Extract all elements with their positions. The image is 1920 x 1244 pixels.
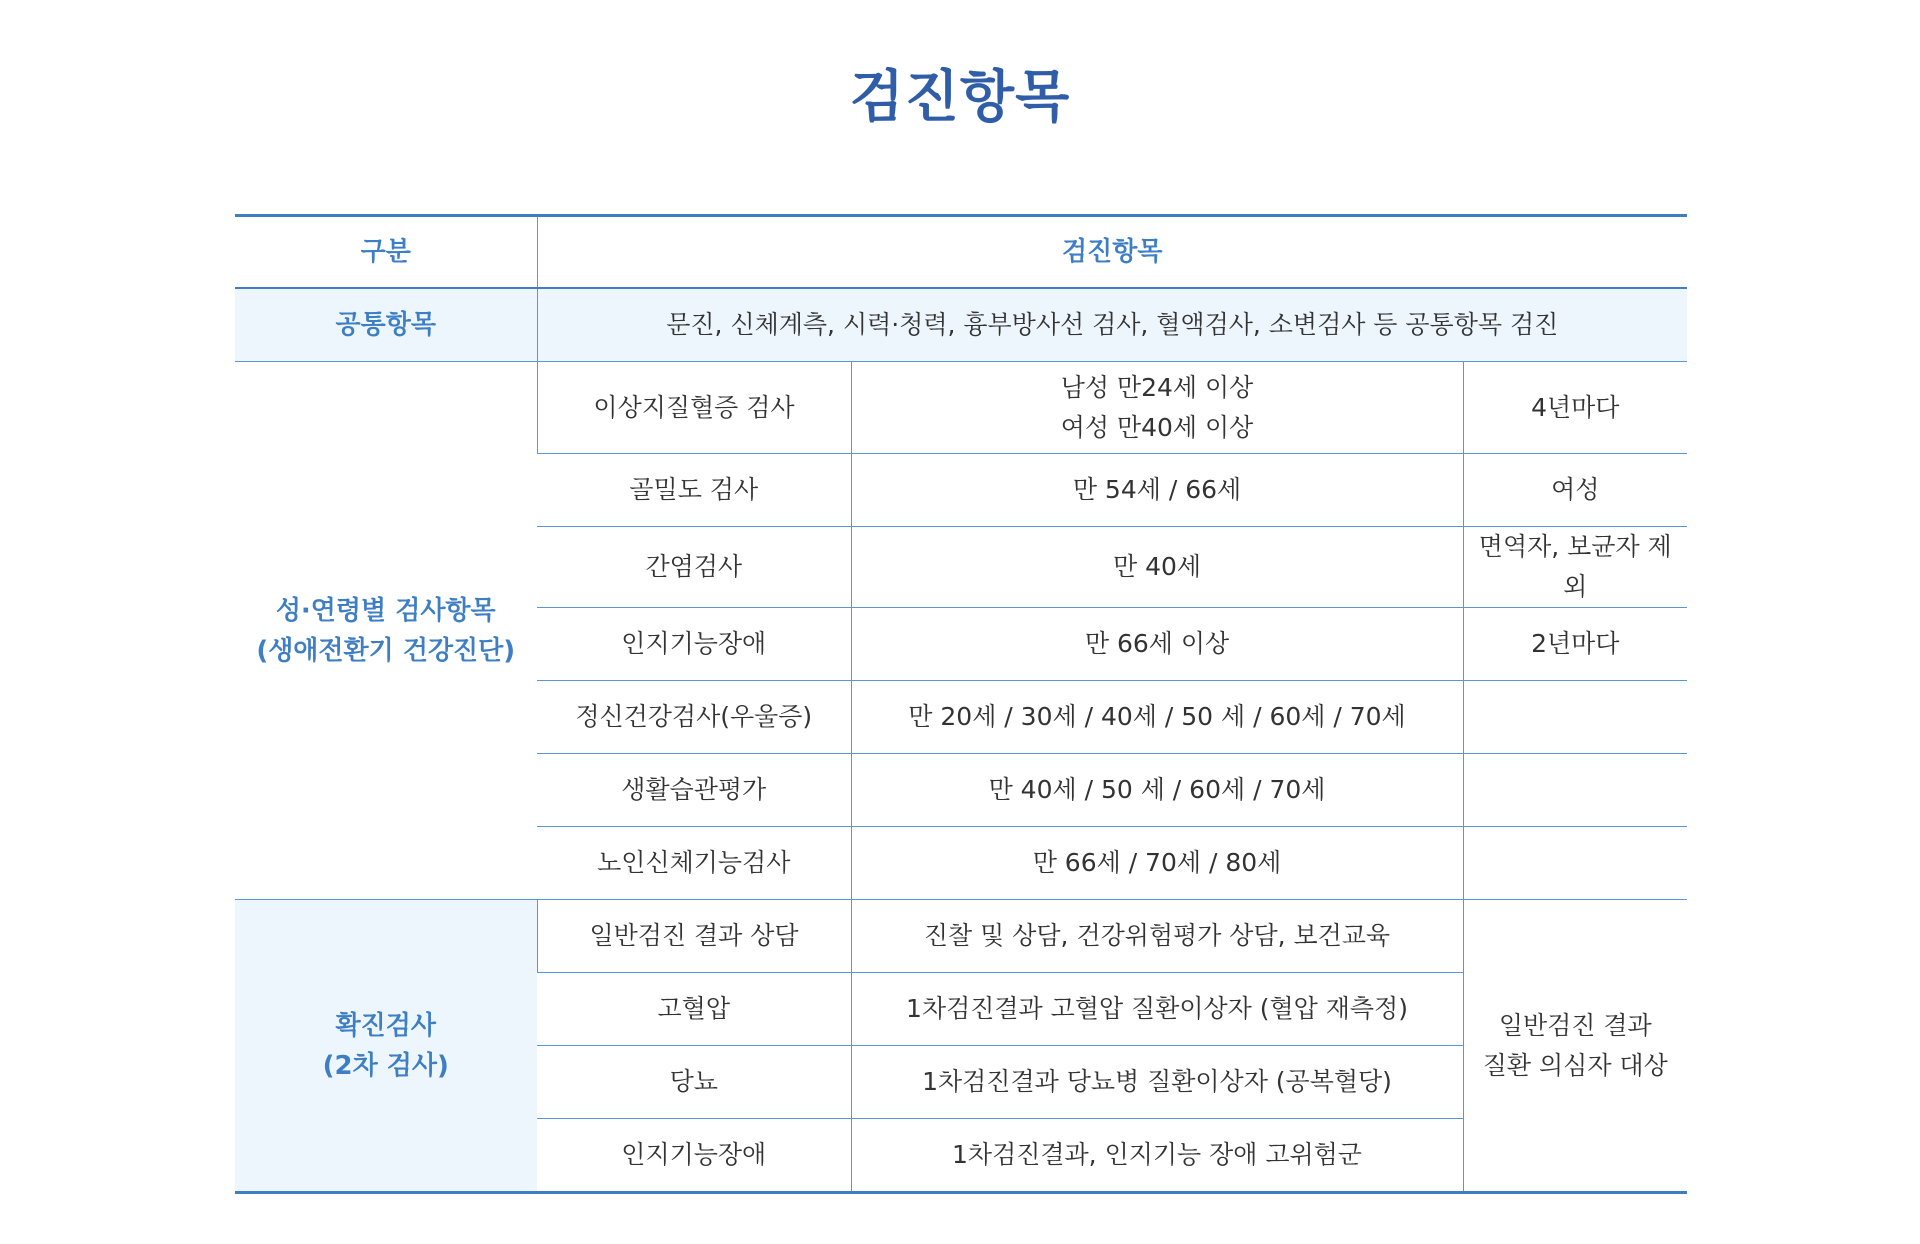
item-cell: 고혈압 bbox=[537, 973, 851, 1046]
target-cell: 만 54세 / 66세 bbox=[851, 454, 1463, 527]
item-cell: 당뇨 bbox=[537, 1046, 851, 1119]
target-cell: 진찰 및 상담, 건강위험평가 상담, 보건교육 bbox=[851, 900, 1463, 973]
table-row bbox=[235, 900, 1687, 973]
item-cell: 골밀도 검사 bbox=[537, 454, 851, 527]
sex-age-category-line1: 성·연령별 검사항목 bbox=[275, 595, 496, 626]
note-cell bbox=[1463, 827, 1687, 900]
note-cell bbox=[1463, 754, 1687, 827]
item-cell: 정신건강검사(우울증) bbox=[537, 681, 851, 754]
target-cell: 1차검진결과, 인지기능 장애 고위험군 bbox=[851, 1119, 1463, 1193]
header-category: 구분 bbox=[235, 216, 537, 289]
table-row bbox=[235, 362, 1687, 454]
target-cell: 1차검진결과 고혈압 질환이상자 (혈압 재측정) bbox=[851, 973, 1463, 1046]
confirm-note bbox=[1463, 900, 1687, 1193]
item-cell: 이상지질혈증 검사 bbox=[537, 362, 851, 454]
target-cell: 만 40세 / 50 세 / 60세 / 70세 bbox=[851, 754, 1463, 827]
item-cell: 인지기능장애 bbox=[537, 608, 851, 681]
item-cell: 생활습관평가 bbox=[537, 754, 851, 827]
confirm-note-line2: 질환 의심자 대상 bbox=[1482, 1050, 1668, 1080]
note-cell: 면역자, 보균자 제외 bbox=[1463, 527, 1687, 608]
target-cell: 만 66세 이상 bbox=[851, 608, 1463, 681]
note-cell: 2년마다 bbox=[1463, 608, 1687, 681]
common-description: 문진, 신체계측, 시력·청력, 흉부방사선 검사, 혈액검사, 소변검사 등 공통항목 검진 bbox=[537, 288, 1687, 362]
note-cell: 여성 bbox=[1463, 454, 1687, 527]
target-line: 남성 만24세 이상 bbox=[1060, 372, 1254, 402]
target-cell: 만 40세 bbox=[851, 527, 1463, 608]
confirm-category-line1: 확진검사 bbox=[335, 1010, 436, 1041]
item-cell: 일반검진 결과 상담 bbox=[537, 900, 851, 973]
confirm-category bbox=[235, 900, 537, 1193]
sex-age-category-line2: (생애전환기 건강진단) bbox=[256, 635, 516, 666]
note-cell: 4년마다 bbox=[1463, 362, 1687, 454]
confirm-category-line2: (2차 검사) bbox=[322, 1050, 449, 1081]
exam-items-table bbox=[235, 214, 1687, 1194]
confirm-note-line1: 일반검진 결과 bbox=[1498, 1010, 1652, 1040]
target-cell: 만 66세 / 70세 / 80세 bbox=[851, 827, 1463, 900]
sex-age-category bbox=[235, 362, 537, 900]
common-category: 공통항목 bbox=[235, 288, 537, 362]
note-cell bbox=[1463, 681, 1687, 754]
target-cell: 1차검진결과 당뇨병 질환이상자 (공복혈당) bbox=[851, 1046, 1463, 1119]
table-header-row bbox=[235, 216, 1687, 289]
item-cell: 인지기능장애 bbox=[537, 1119, 851, 1193]
item-cell: 노인신체기능검사 bbox=[537, 827, 851, 900]
page-title: 검진항목 bbox=[849, 65, 1071, 130]
target-cell bbox=[851, 362, 1463, 454]
item-cell: 간염검사 bbox=[537, 527, 851, 608]
target-cell: 만 20세 / 30세 / 40세 / 50 세 / 60세 / 70세 bbox=[851, 681, 1463, 754]
common-items-row bbox=[235, 288, 1687, 362]
header-items: 검진항목 bbox=[537, 216, 1687, 289]
target-line: 여성 만40세 이상 bbox=[1060, 412, 1254, 442]
